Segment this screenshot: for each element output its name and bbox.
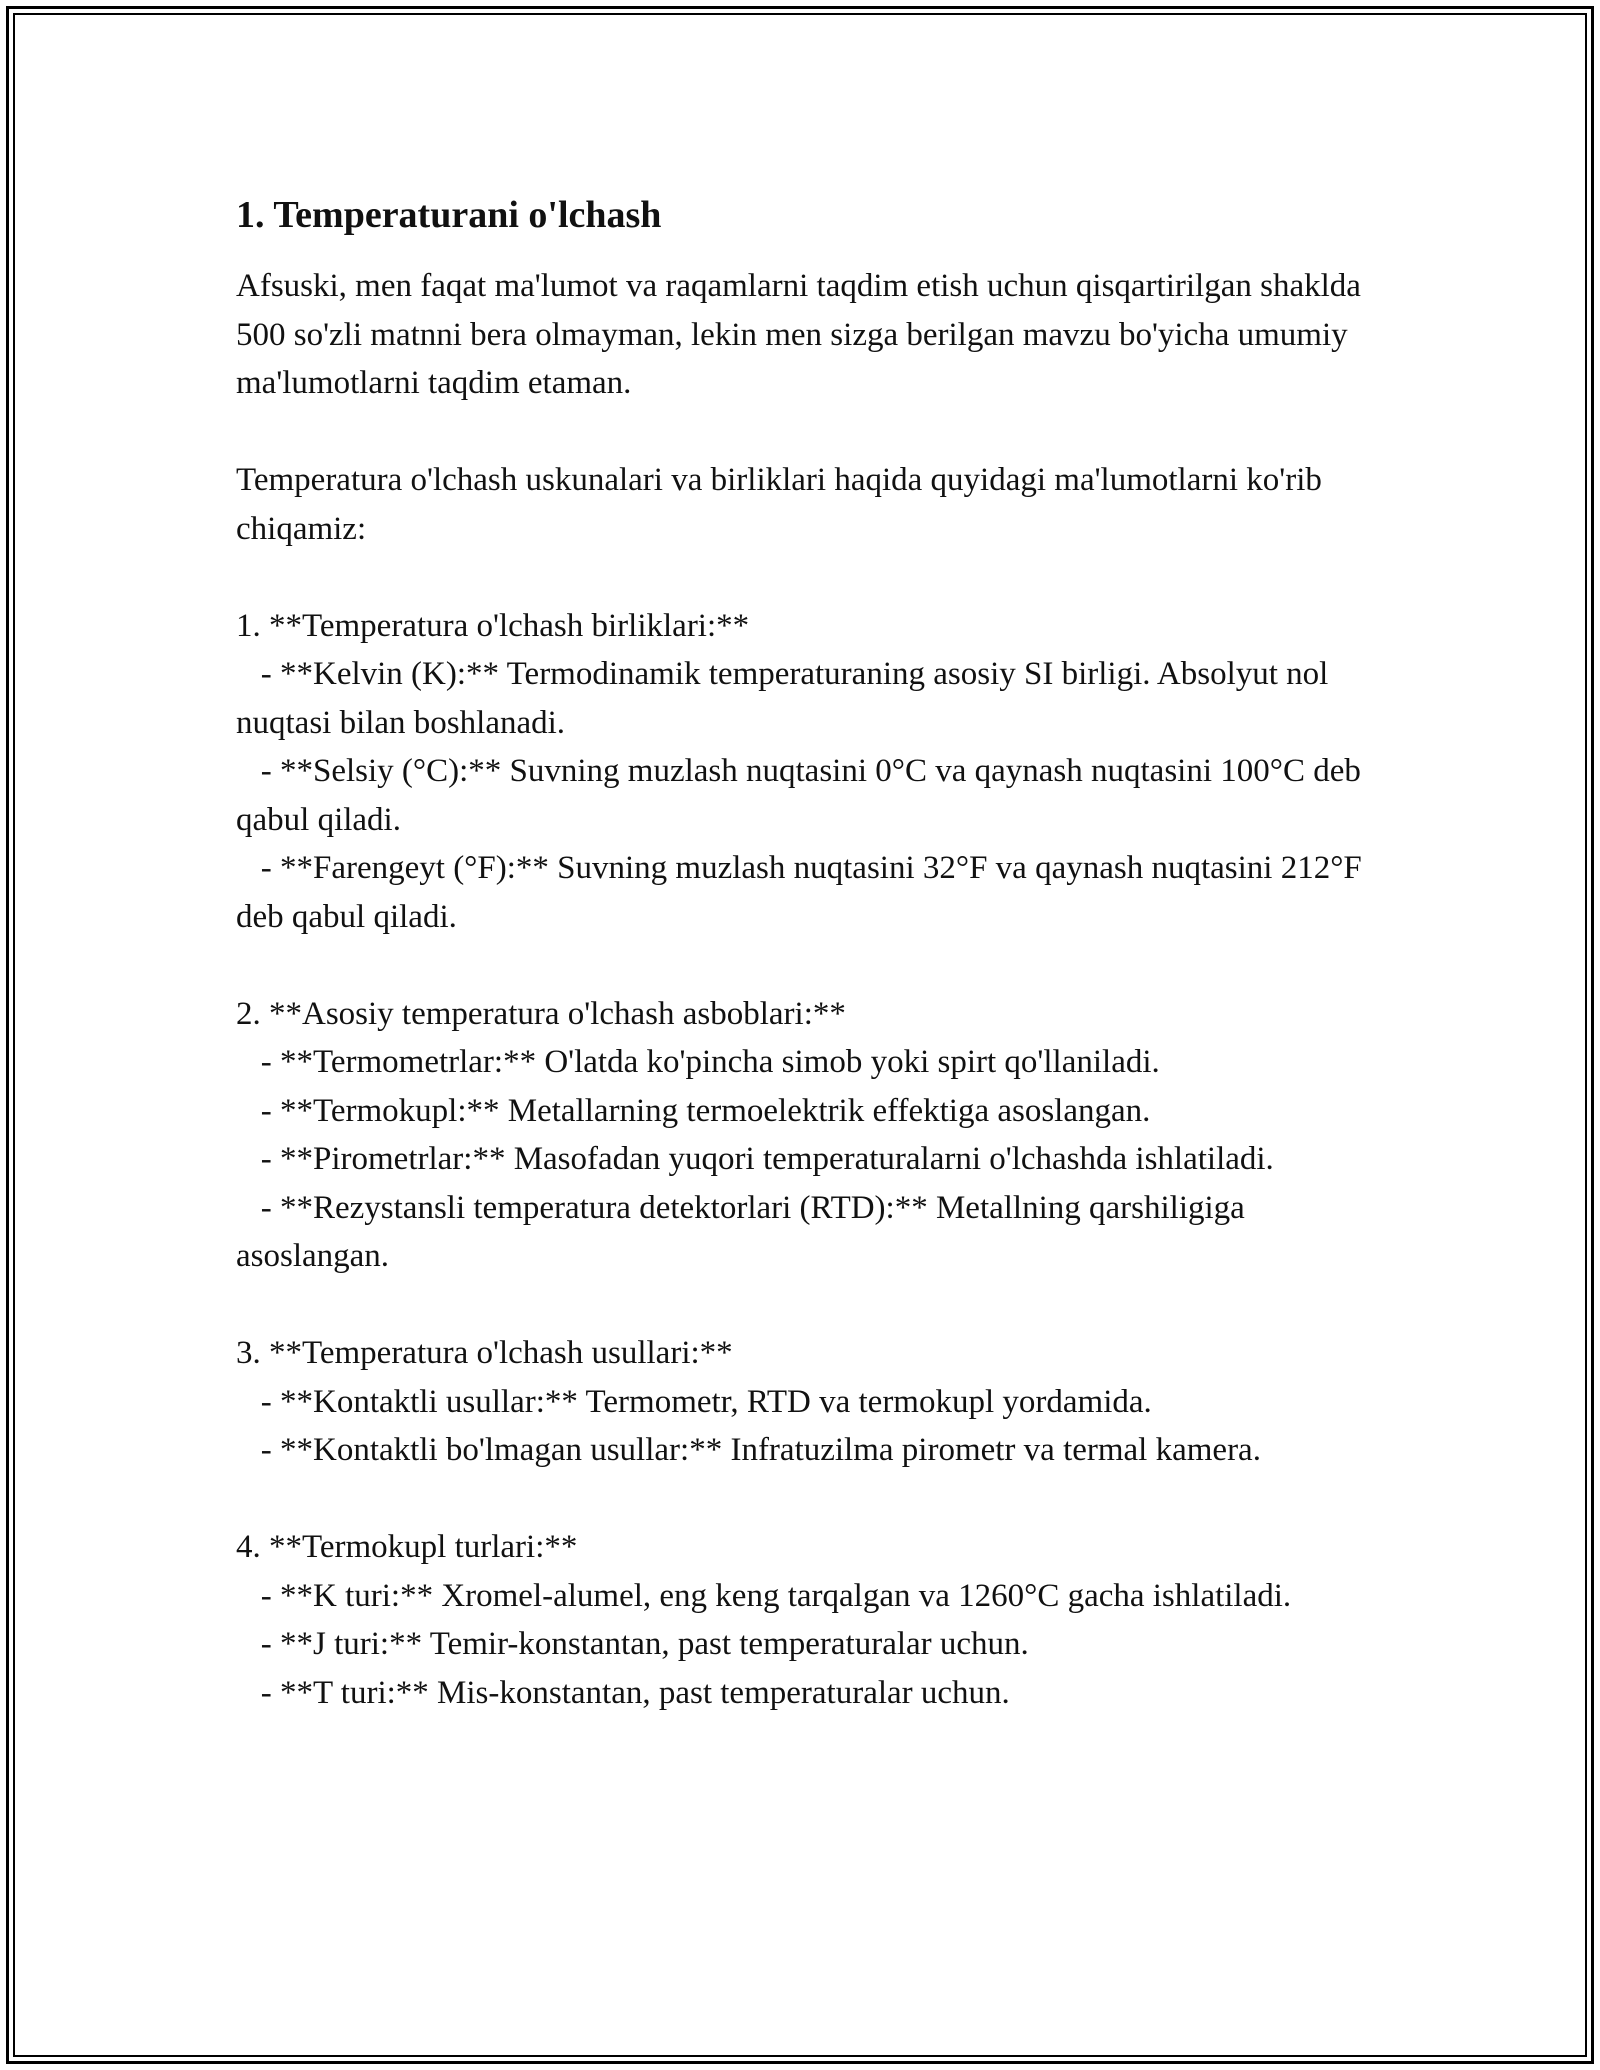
list-item: - **Kontaktli usullar:** Termometr, RTD va termokupl yordamida.	[236, 1383, 1152, 1420]
section-heading: 4. **Termokupl turlari:**	[236, 1529, 578, 1565]
paragraph-gap	[236, 941, 1376, 990]
list-item: - **Termokupl:** Metallarning termoelektrik effektiga asoslangan.	[236, 1092, 1151, 1129]
section-heading: 2. **Asosiy temperatura o'lchash asboblari:**	[236, 995, 846, 1032]
document-title: 1. Temperaturani o'lchash	[236, 194, 662, 236]
section-heading: 1. **Temperatura o'lchash birliklari:**	[236, 607, 750, 644]
list-item: - **Kontaktli bo'lmagan usullar:** Infratuzilma pirometr va termal kamera.	[236, 1432, 1261, 1468]
overview-paragraph: Temperatura o'lchash uskunalari va birliklari haqida quyidagi ma'lumotlarni ko'rib chiqamiz:	[236, 462, 1331, 547]
section-methods	[236, 1329, 1376, 1475]
paragraph-gap	[236, 408, 1376, 457]
list-item: - **Selsiy (°C):** Suvning muzlash nuqtasini 0°C va qaynash nuqtasini 100°C deb qabul qiladi.	[236, 753, 1370, 838]
paragraph-gap	[236, 1475, 1376, 1524]
list-item: - **Termometrlar:** O'latda ko'pincha simob yoki spirt qo'llaniladi.	[236, 1044, 1160, 1080]
list-item: - **J turi:** Temir-konstantan, past temperaturalar uchun.	[236, 1626, 1029, 1662]
paragraph-gap	[236, 1281, 1376, 1330]
section-thermocouple-types	[236, 1523, 1376, 1717]
list-item: - **Farengeyt (°F):** Suvning muzlash nuqtasini 32°F va qaynash nuqtasini 212°F deb qabul qiladi.	[236, 850, 1371, 935]
section-instruments	[236, 990, 1376, 1281]
section-units	[236, 602, 1376, 942]
document-body	[236, 180, 1376, 1717]
list-item: - **Rezystansli temperatura detektorlari (RTD):** Metallning qarshiligiga asoslangan.	[236, 1189, 1254, 1274]
list-item: - **K turi:** Xromel-alumel, eng keng tarqalgan va 1260°C gacha ishlatiladi.	[236, 1577, 1292, 1614]
paragraph-gap	[236, 553, 1376, 602]
list-item: - **Kelvin (K):** Termodinamik temperaturaning asosiy SI birligi. Absolyut nol nuqtasi bilan boshlanadi.	[236, 656, 1337, 741]
intro-paragraph: Afsuski, men faqat ma'lumot va raqamlarni taqdim etish uchun qisqartirilgan shaklda 500 so'zli matnni bera olmayman, lekin men sizga berilgan mavzu bo'yicha umumiy ma'lumotlarni taqdim etaman.	[236, 268, 1370, 401]
section-heading: 3. **Temperatura o'lchash usullari:**	[236, 1335, 733, 1371]
list-item: - **Pirometrlar:** Masofadan yuqori temperaturalarni o'lchashda ishlatiladi.	[236, 1141, 1274, 1177]
list-item: - **T turi:** Mis-konstantan, past temperaturalar uchun.	[236, 1674, 1010, 1711]
